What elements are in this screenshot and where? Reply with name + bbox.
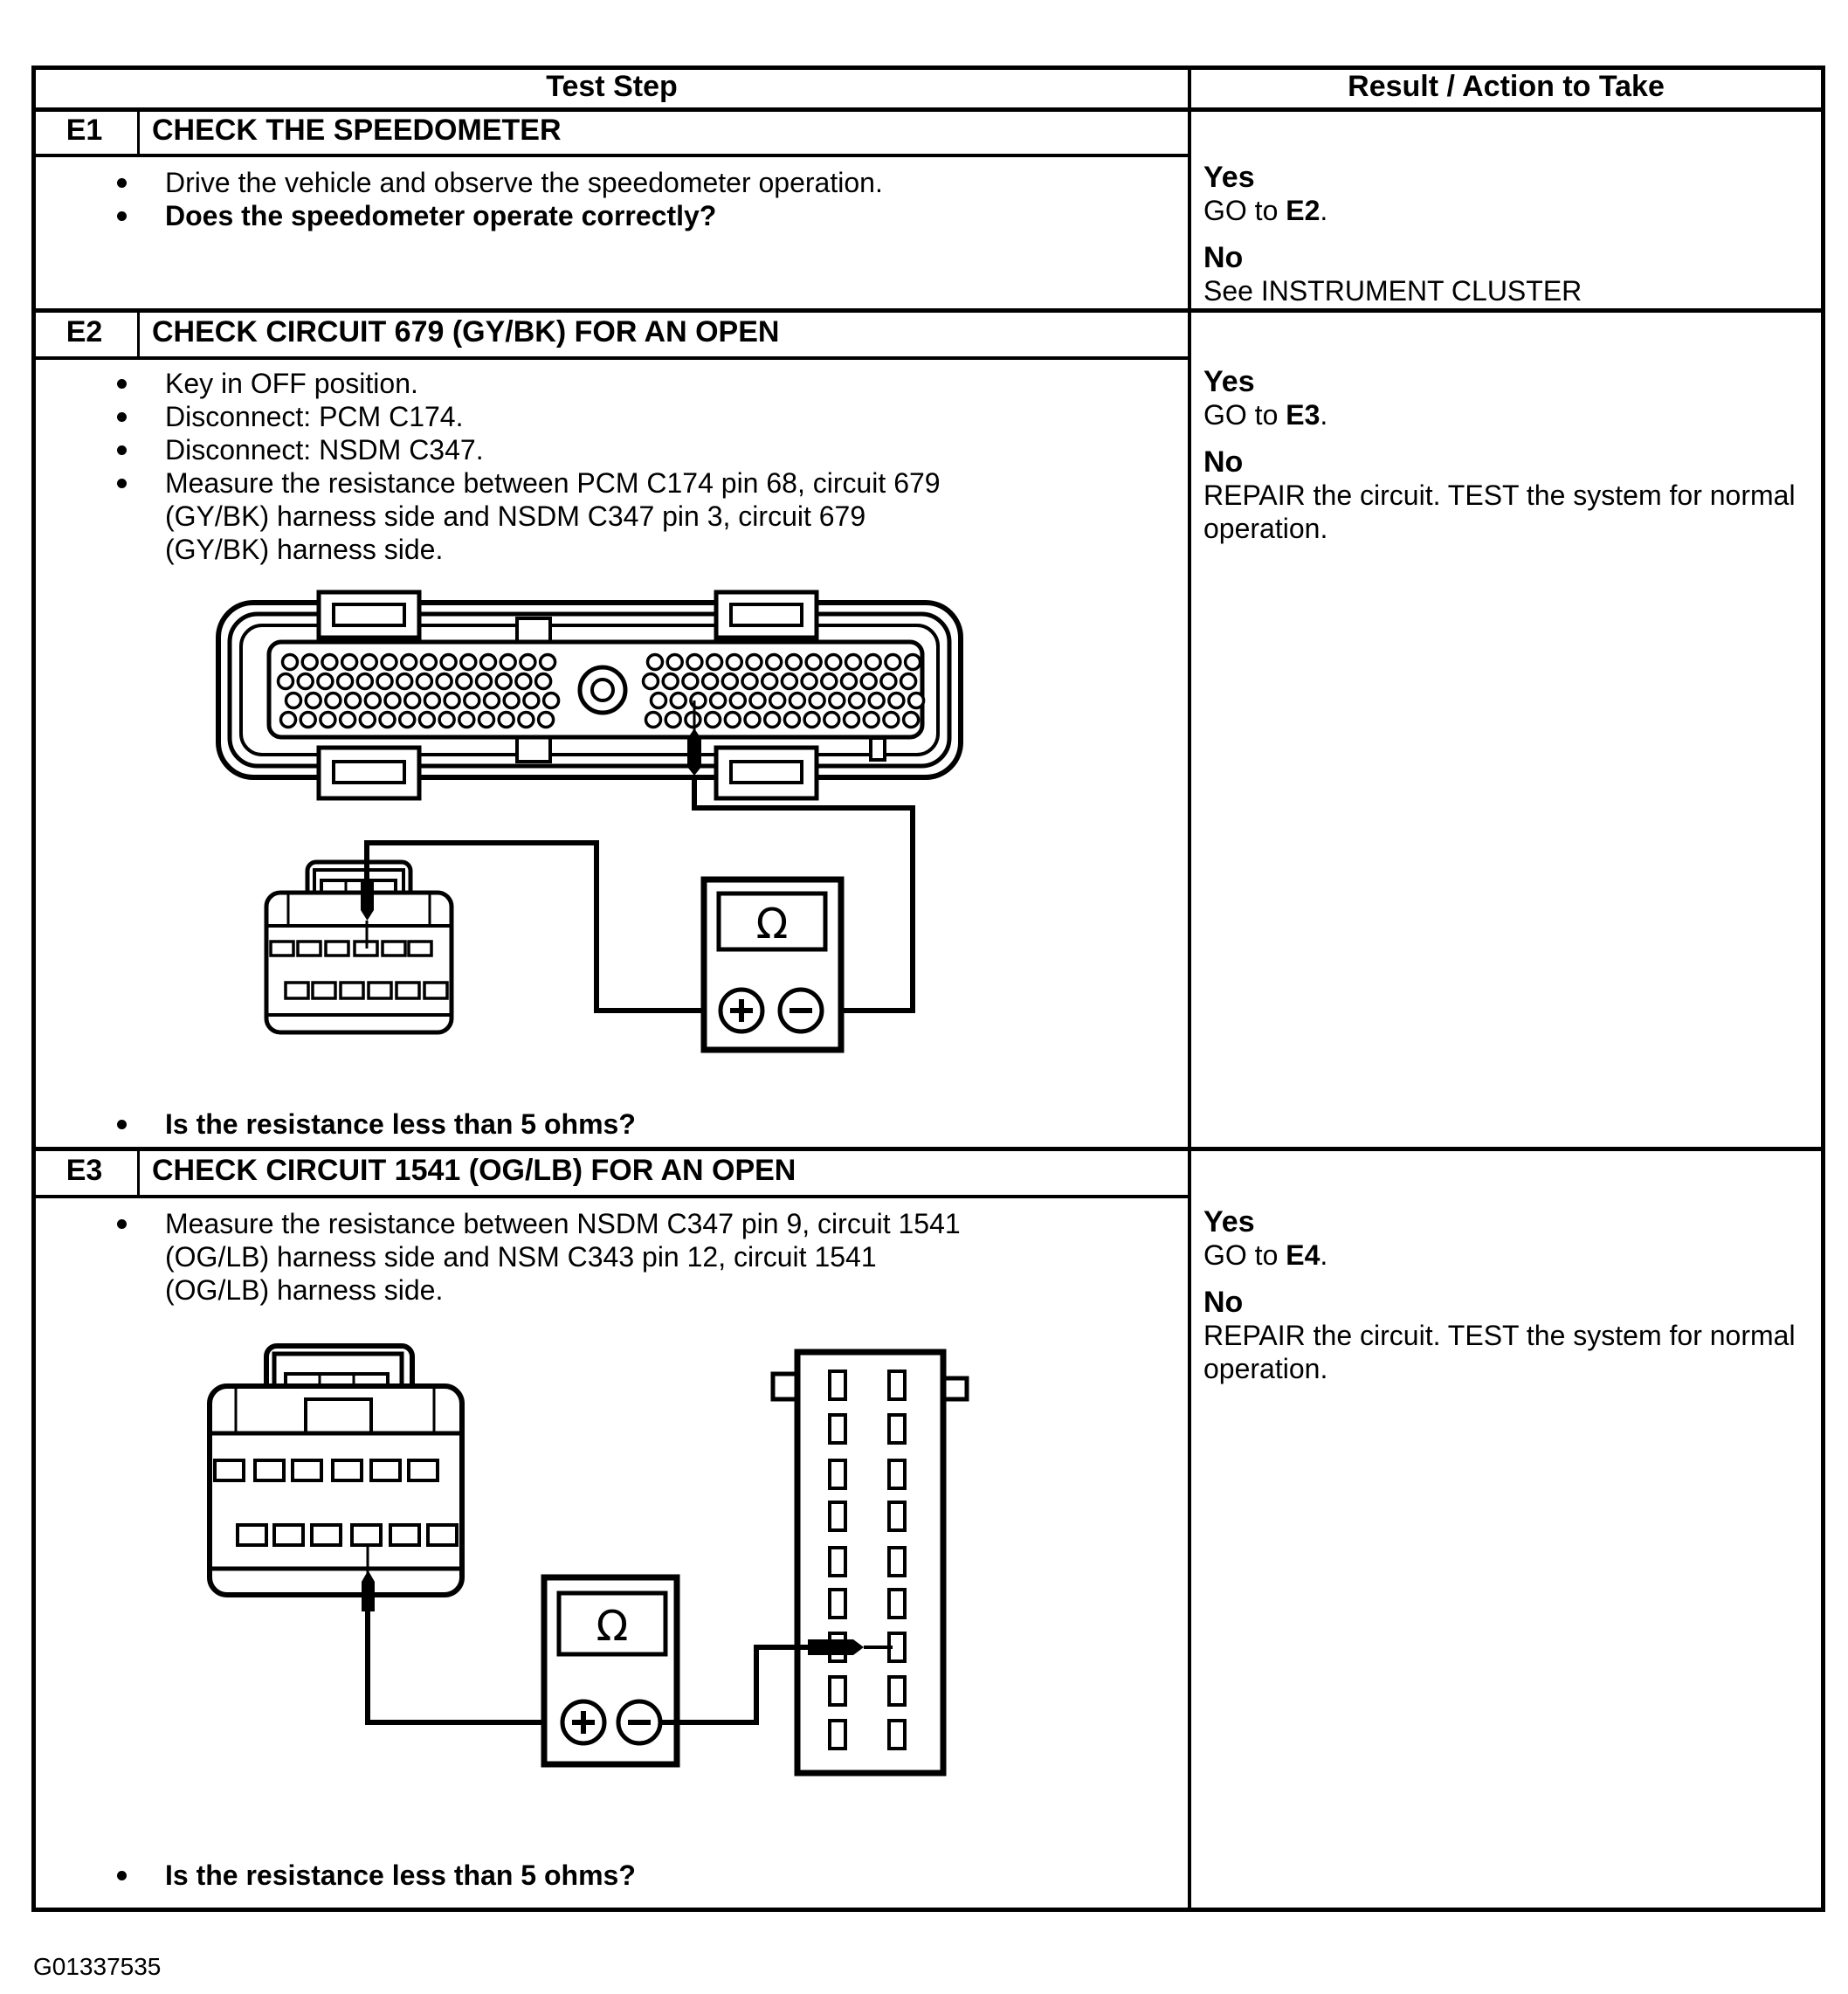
action-text: . xyxy=(1320,195,1328,226)
verdict-label: Yes xyxy=(1203,1205,1255,1238)
verdict-label: No xyxy=(1203,1286,1244,1319)
bullet-icon xyxy=(117,379,127,389)
e3-bullet-list xyxy=(117,1207,1017,1307)
bullet-item xyxy=(117,1207,1017,1307)
action-text: See INSTRUMENT CLUSTER xyxy=(1203,275,1583,307)
nsdm-c347-connector xyxy=(266,862,452,1032)
nsm-c343-connector xyxy=(773,1352,967,1773)
table-border-right xyxy=(1821,66,1825,1912)
ohmmeter xyxy=(704,880,841,1050)
question-label: Is the resistance less than 5 ohms? xyxy=(165,1859,636,1891)
e3-label-divider xyxy=(137,1147,140,1198)
action-label xyxy=(1203,194,1815,227)
bullet-item xyxy=(117,433,1017,466)
e2-bullet-list xyxy=(117,367,1017,566)
action-label xyxy=(1203,1319,1815,1385)
action-text: . xyxy=(1320,399,1328,431)
action-text: . xyxy=(1320,1239,1328,1271)
action-ref: E2 xyxy=(1286,195,1320,226)
step-title-e2: CHECK CIRCUIT 679 (GY/BK) FOR AN OPEN xyxy=(152,315,780,348)
bullet-label: Disconnect: NSDM C347. xyxy=(165,434,484,466)
bullet-label: Key in OFF position. xyxy=(165,368,418,399)
bullet-label: Drive the vehicle and observe the speedometer operation. xyxy=(165,167,883,198)
result-yes xyxy=(1203,1205,1815,1272)
bullet-label: Measure the resistance between PCM C174 pin 68, circuit 679 (GY/BK) harness side and NSDM C347 pin 3, circuit 679 (GY/BK) harness side. xyxy=(165,467,941,565)
ohmmeter xyxy=(544,1577,677,1764)
minus-terminal-icon xyxy=(780,990,822,1031)
result-no xyxy=(1203,445,1815,545)
result-yes xyxy=(1203,161,1815,227)
step-id-e3: E3 xyxy=(66,1154,103,1187)
e2-label-divider xyxy=(137,308,140,360)
action-text: GO to xyxy=(1203,1239,1286,1271)
bullet-label: Does the speedometer operate correctly? xyxy=(165,200,717,231)
e1-label-divider xyxy=(137,107,140,157)
e2-title-separator xyxy=(31,356,1188,360)
nsdm-c347-connector xyxy=(210,1346,462,1611)
pcm-c174-connector xyxy=(218,592,961,798)
action-label xyxy=(1203,274,1815,307)
bullet-icon xyxy=(117,445,127,455)
verdict-label: No xyxy=(1203,445,1244,479)
bullet-label: Disconnect: PCM C174. xyxy=(165,401,464,432)
test-lead-wire xyxy=(368,1610,562,1722)
minus-terminal-icon xyxy=(618,1701,660,1743)
bullet-icon xyxy=(117,1219,127,1229)
question-label: Is the resistance less than 5 ohms? xyxy=(165,1108,636,1140)
bullet-item xyxy=(117,466,1017,566)
bullet-icon xyxy=(117,1871,127,1880)
verdict-label: No xyxy=(1203,241,1244,274)
result-no xyxy=(1203,1286,1815,1385)
bullet-icon xyxy=(117,479,127,488)
action-label xyxy=(1203,479,1815,545)
action-label xyxy=(1203,398,1815,431)
figure-code: G01337535 xyxy=(33,1953,162,1980)
e2-question xyxy=(117,1107,636,1141)
bullet-icon xyxy=(117,211,127,221)
action-ref: E3 xyxy=(1286,399,1320,431)
e3-results xyxy=(1203,1205,1815,1385)
step-id-e2: E2 xyxy=(66,315,103,348)
e3-title-separator xyxy=(31,1195,1188,1198)
e1-title-separator xyxy=(31,154,1188,157)
bullet-item xyxy=(117,199,1017,232)
ohm-symbol: Ω xyxy=(755,900,789,949)
ohm-symbol: Ω xyxy=(596,1602,629,1651)
step-title-e1: CHECK THE SPEEDOMETER xyxy=(152,114,562,147)
result-yes xyxy=(1203,365,1815,431)
action-text: GO to xyxy=(1203,195,1286,226)
plus-terminal-icon xyxy=(721,990,762,1031)
e2-wiring-diagram xyxy=(201,568,969,1057)
bullet-item xyxy=(117,400,1017,433)
action-text: REPAIR the circuit. TEST the system for normal operation. xyxy=(1203,480,1796,544)
e1-bullet-list xyxy=(117,166,1017,232)
result-no xyxy=(1203,241,1815,307)
column-header-result: Result / Action to Take xyxy=(1348,70,1665,103)
action-ref: E4 xyxy=(1286,1239,1320,1271)
bullet-icon xyxy=(117,1120,127,1129)
step-title-e3: CHECK CIRCUIT 1541 (OG/LB) FOR AN OPEN xyxy=(152,1154,796,1187)
action-label xyxy=(1203,1238,1815,1272)
column-divider xyxy=(1188,66,1191,1912)
e2-results xyxy=(1203,365,1815,545)
e1-results xyxy=(1203,161,1815,307)
bullet-icon xyxy=(117,178,127,188)
action-text: GO to xyxy=(1203,399,1286,431)
action-text: REPAIR the circuit. TEST the system for normal operation. xyxy=(1203,1320,1796,1384)
column-header-test-step: Test Step xyxy=(546,70,678,103)
plus-terminal-icon xyxy=(562,1701,604,1743)
verdict-label: Yes xyxy=(1203,161,1255,194)
table-border-bottom xyxy=(31,1908,1825,1912)
bullet-item xyxy=(117,367,1017,400)
bullet-icon xyxy=(117,412,127,422)
e3-question xyxy=(117,1859,636,1892)
e3-wiring-diagram xyxy=(197,1341,974,1795)
step-id-e1: E1 xyxy=(66,114,103,147)
bullet-label: Measure the resistance between NSDM C347 pin 9, circuit 1541 (OG/LB) harness side and NSM C343 pin 12, circuit 1541 (OG/LB) harness side. xyxy=(165,1208,961,1306)
bullet-item xyxy=(117,166,1017,199)
verdict-label: Yes xyxy=(1203,365,1255,398)
